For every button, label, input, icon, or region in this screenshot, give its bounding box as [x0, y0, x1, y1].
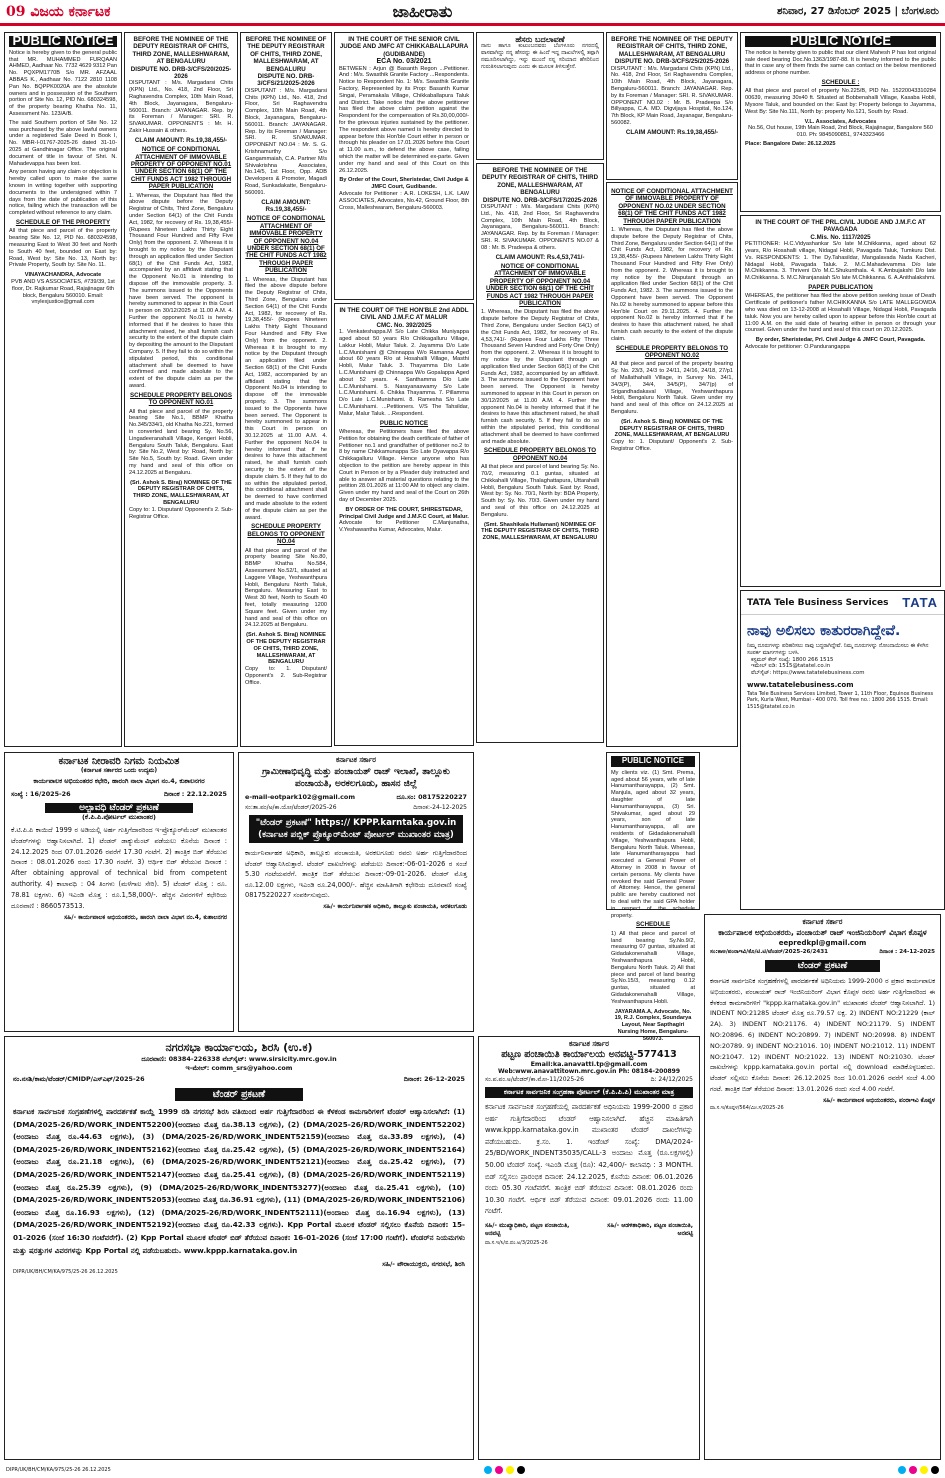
schedule-text: All that piece and parcel of land bearing Sy. No. 70/2, measuring 0.1 guntas, situated at Chikkahalli Village, Thalaghattapura, Uttarahalli Hobli, Bengaluru South Taluk. East by: Road, West by: Sy. No. 70/1, North by: BDA Property, South by: Sy. No. 70/3. Given under my hand and seal of this office on 24.12.2025 at Bengaluru. [481, 464, 599, 518]
tender-ref-row [479, 1075, 699, 1085]
tata-logo: TATA [902, 595, 938, 610]
reg-mark-black-icon [517, 1466, 525, 1474]
tender-office: ಗ್ರಾಮೀಣಾಭಿವೃದ್ಧಿ ಮತ್ತು ಪಂಚಾಯತ್ ರಾಜ್ ಇಲಾಖೆ, ತಾಲ್ಲೂಕು ಪಂಚಾಯತಿ, ಅರಕಲಗೂಡು, ಹಾಸನ ಜಿಲ್ಲೆ [262, 767, 450, 789]
notice-title: NOTICE OF CONDITIONAL ATTACHMENT OF IMMOVABLE PROPERTY OF OPPONENT NO.02 UNDER SECTION 68(1) OF THE CHIT FUNDS ACT 1982 THROUGH PAPER PUBLICATION [611, 188, 733, 225]
name-change-text: ನಾನು ಹಾಗೂ ಕುಟುಂಬದವರು ಬೆಂಗಳೂರು ನಗರದಲ್ಲಿ ವಾಸವಾಗಿದ್ದು ನನ್ನ ಹೆಸರನ್ನು ಈ ಹಿಂದೆ ಇದ್ದ ದಾಖಲೆಗಳಲ್ಲಿ ತಪ್ಪಾಗಿ ನಮೂದಿಸಲಾಗಿದ್ದು, ಇನ್ನು ಮುಂದೆ ನನ್ನ ಸರಿಯಾದ ಹೆಸರಿನಿಂದ ಗುರುತಿಸಲಾಗುವುದು ಎಂದು ಈ ಮೂಲಕ ತಿಳಿಸುತ್ತೇನೆ. [481, 43, 599, 70]
tata-business-name: TATA Tele Business Services [747, 597, 889, 608]
tata-bullet: ಕಸ್ಟಮರ್ ಕೇರ್ ಸಂಖ್ಯೆ: 1800 266 1515 [751, 656, 834, 663]
tender-band: ಕರ್ನಾಟಕ ಸಾರ್ವಜನಿಕ ಸಂಗ್ರಹಣಾ ಪೋರ್ಟಲ್ (ಕೆ.ಪಿ.ಪಿ.ಪಿ) ಮುಖಾಂತರ ಮಾತ್ರ [485, 1087, 693, 1098]
copy-to: Copy to: 1. Disputant/ Opponent's 2. Sub-Registrar Office. [611, 439, 733, 452]
tender-sign: ಸಹಿ/- ಕಾರ್ಯನಿರ್ವಾಹಕ ಅಧಿಕಾರಿ, ತಾಲ್ಲೂಕು ಪಂಚಾಯತಿ, ಅರಕಲಗೂಡು [323, 902, 467, 910]
court-title: BEFORE THE NOMINEE OF THE DEPUTY REGISTRAR OF CHITS, THIRD ZONE, MALLESHWARAM, AT BENGALURU [481, 167, 599, 197]
advocate-name: JAYARAMA.A, Advocate, No. 19, R.J. Complex, Soundarya Layout, Near Sapthagiri Nursing Home, Bengaluru-560073. [614, 1008, 692, 1042]
tender-sign: ಸಹಿ/- ಕಾರ್ಯಪಾಲಕ ಅಭಿಯಂತರರು, ಪಂರಾಇವಿ ಕೊಪ್ಪಳ [823, 1096, 935, 1104]
tender-body: ಕರ್ನಾಟಕ ಸಾರ್ವಜನಿಕ ಸಂಗ್ರಹಣೆಗಳಲ್ಲಿ ಪಾರದರ್ಶಕತೆ ಅಧಿನಿಯಮ 1999-2000 ರ ಪ್ರಕಾರ ಕಾರ್ಯಪಾಲಕ ಅಭಿಯಂತರರು, ಪಂಚಾಯತ್ ರಾಜ್ ಇಂಜಿನಿಯರಿಂಗ್ ವಿಭಾಗ ಕೊಪ್ಪಳ ರವರು ಅರ್ಹ ಗುತ್ತಿಗೆದಾರರಿಂದ ಈ ಕೆಳಕಂಡ ಕಾಮಗಾರಿಗಳಿಗೆ "kppp.karnataka.gov.in" ಮುಖಾಂತರ ಟೆಂಡರ್ ಆಹ್ವಾನಿಸಲಾಗಿದೆ. 1) INDENT NO:21285 ಟೆಂಡರ್ ಮೊತ್ತ ರೂ.79.57 ಲಕ್ಷ. 2) INDENT NO:21229 (ಕಾಲ್ 2A). 3) INDENT NO:21176. 4) INDENT NO:21179. 5) INDENT NO:20896. 6) INDENT NO:20899. 7) INDENT NO:20998. 8) INDENT NO:20789. 9) INDENT NO:21016. 10) INDENT NO:21012. 11) INDENT NO:21047. 12) INDENT NO:21022. 13) INDENT NO:21030. ಟೆಂಡರ್ ದಾಖಲೆಗಳನ್ನು kppp.karnataka.gov.in portal ನಲ್ಲಿ download ಮಾಡಿಕೊಳ್ಳಬಹುದು. ಟೆಂಡರ್ ಸಲ್ಲಿಸಲು ಕೊನೆಯ ದಿನಾಂಕ: 26.12.2025 ರಿಂದ 10.01.2026 ರವರೆಗೆ ಸಂಜೆ 4.00 ಗಂಟೆ. ತಾಂತ್ರಿಕ ಬಿಡ್ ತೆರೆಯುವ ದಿನಾಂಕ: 13.01.2026 ರಂದು ಸಂಜೆ 4.00 ಗಂಟೆಗೆ. [710, 977, 935, 1093]
signatory: (Smt. Shashikala Hullamani) NOMINEE OF THE DEPUTY REGISTRAR OF CHITS, THIRD ZONE, MALLESHWARAM, AT BENGALURU [481, 521, 599, 542]
tender-body: ಕೆ.ಟಿ.ಪಿ.ಪಿ ಕಾಯಿದೆ 1999 ರ ಅಡಿಯಲ್ಲಿ ಅರ್ಹ ಗುತ್ತಿಗೆದಾರರಿಂದ ಇ-ಪ್ರೊಕ್ಯೂರ್‌ಮೆಂಟ್ ಮುಖಾಂತರ ಟೆಂಡರ್‌ಗಳನ್ನು ಆಹ್ವಾನಿಸಲಾಗಿದೆ. 1) ಟೆಂಡರ್ ಡಾಕ್ಯುಮೆಂಟ್ ಪಡೆಯಲು ಕೊನೆಯ ದಿನಾಂಕ : 24.12.2025 ರಿಂದ 07.01.2026 ರವರೆಗೆ 17.30 ಗಂಟೆಗೆ. 2) ತಾಂತ್ರಿಕ ಬಿಡ್ ತೆರೆಯುವ ದಿನಾಂಕ : 08.01.2026 ರಂದು 17.30 ಗಂಟೆಗೆ. 3) ಆರ್ಥಿಕ ಬಿಡ್ ತೆರೆಯುವ ದಿನಾಂಕ : After obtaining approval of technical bid from competent authority. 4) ಕಾಲಾವಧಿ : 04 ತಿಂಗಳು (ಮಳೆಗಾಲ ಸೇರಿ). 5) ಟೆಂಡರ್ ಮೊತ್ತ : ರೂ. 78.81 ಲಕ್ಷಗಳು. 6) ಇಎಂಡಿ ಮೊತ್ತ : ರೂ.1,58,000/-. ಹೆಚ್ಚಿನ ವಿವರಗಳಿಗೆ ಕಛೇರಿಯ ದೂರವಾಣಿ : 8660573513. [11, 826, 227, 910]
tender-contact-row [239, 791, 473, 804]
notice-text: 1. Whereas, the Disputant has filed the above dispute before the Deputy Registrar of Chits, Third Zone, Bengaluru under Section 64(1) of the Chit Funds Act, 1982, for recovery of Rs. 19,38,455/- (Rupees Nineteen Lakhs Thirty Eight Thousand Four Hundred and Fifty Five Only) from the opponent. 2. Whereas it is brought to my notice by the Disputant through an application filed under Section 68(1) of the Chit Funds Act, 1982, accompanied by an affidavit stating that the Opponent No.01 is intending to dispose off the immovable property. 3. The summons issued to the Opponents have been served. The opponent is hereby summoned to appear in this Court in person on 30/12/2025 at 11.00 A.M. 4. Further the opponent No.01 is hereby informed that if he desires to have this attachment raised, he shall furnish cash security to the extent of the dispute claim by depositing the amount to the Disputant Company. 5. If they fail to do so within the stipulated period, this conditional attachment shall be deemed to have confirmed and made absolute to the extent of the dispute claim as per the award. [129, 192, 233, 389]
case-number: DISPUTE NO. DRB-3/CFS/20/2025-2026 [130, 65, 232, 81]
tender-sign: ಸಹಿ/- ಆಡಳಿತಾಧಿಕಾರಿ, ಪಟ್ಟಣ ಪಂಚಾಯಿತಿ, ಅನವಟ್ಟಿ [607, 1221, 693, 1237]
masthead-logo [6, 4, 126, 20]
tender-code: ವಾ.ಸ.ಇ/ಸಿ/ಪ.ಪಂ.ಅ/3/2025-26 [485, 1239, 548, 1246]
tender-email: Email:ka.anavatti.tp@gmail.com [530, 1060, 648, 1068]
reg-mark-yellow-icon [506, 1466, 514, 1474]
tata-bullet: ವೆಬ್‌ಸೈಟ್: https://www.tatatelebusiness.com [751, 670, 865, 677]
case-number: DISPUTE NO. DRB-3/CFS/21/2025-2026 [257, 73, 315, 88]
court-title: BEFORE THE NOMINEE OF THE DEPUTY REGISTRAR OF CHITS, THIRD ZONE, MALLESHWARAM, AT BENGALURU [132, 36, 230, 66]
tender-arakalagudu [238, 752, 474, 1032]
schedule-title: SCHEDULE [635, 921, 671, 929]
chit-notice-col3 [240, 32, 332, 747]
public-notice-lost-deed [740, 32, 941, 212]
signatory: (Sri. Ashok S. Biraj) NOMINEE OF THE DEPUTY REGISTRAR OF CHITS, THIRD ZONE, MALLESHWARAM, AT BENGALURU [130, 479, 232, 506]
tender-org: ಕರ್ನಾಟಕ ಸರ್ಕಾರ [802, 918, 843, 926]
tender-band-sub: (ಕೆ.ಪಿ.ಪಿ.ಪೋರ್ಟಲ್ ಮುಖಾಂತರ) [82, 813, 156, 821]
tata-body [741, 643, 944, 677]
court-title: IN THE COURT OF THE PRL.CIVIL JUDGE AND J.M.F.C AT PAVAGADA [755, 219, 926, 234]
court-title: IN THE COURT OF THE SENIOR CIVIL JUDGE AND JMFC AT CHIKKABALLAPURA (GUDIBANDE) [339, 36, 469, 58]
signatory: (Sri. Ashok S. Biraj) NOMINEE OF THE DEPUTY REGISTRAR OF CHITS, THIRD ZONE, MALLESHWARAM, AT BENGALURU [614, 418, 730, 439]
chit-notice-col6 [606, 182, 738, 747]
claim-amount: CLAIM AMOUNT: Rs.19,38,455/- [261, 198, 311, 213]
notice-paragraph: Any person having any claim or objection is hereby called upon to make the same known in writing together with supporting documents to the undersigned within 7 days from the date of publication of this notice, failing which the transaction will be completed without reference to any claim. [9, 169, 117, 217]
court-notice-pavagada [740, 215, 941, 587]
schedule-text: 1) All that piece and parcel of land bearing Sy.No.9/2, measuring 07 guntas, situated at Gidadakonenahalli Village, Yeshwanthapura Hobli, Bengaluru North Taluk. 2) All that piece and parcel of land bearing Sy.No.15/3, measuring 0.12 guntas, situated at Gidadakonenahalli Village, Yeshwanthapura Hobli. [611, 930, 695, 1005]
tender-org: ಕರ್ನಾಟಕ ಸರ್ಕಾರ [336, 756, 376, 764]
notice-title: NOTICE OF CONDITIONAL ATTACHMENT OF IMMOVABLE PROPERTY OF OPPONENT NO.04 UNDER SECTION 68(1) OF THE CHIT FUNDS ACT 1982 THROUGH PAPER PUBLICATION [486, 263, 594, 308]
tata-headline: ನಾವು ಅಲಿಸಲು ಕಾತುರರಾಗಿದ್ದೇವೆ. [747, 623, 901, 639]
section-title: ಜಾಹೀರಾತು [392, 1, 453, 21]
court-title: IN THE COURT OF THE HON'BLE 2nd ADDL CIVIL AND J.M.F.C AT MALUR [339, 307, 469, 322]
tender-sign: ಸಹಿ/- ಕಾರ್ಯಪಾಲಕ ಅಭಿಯಂತರರು, ಹಾರಂಗಿ ನಾಲಾ ವಿಭಾಗ ನಂ.4, ಕುಶಾಲನಗರ [64, 914, 227, 922]
page-date: ಶನಿವಾರ, 27 ಡಿಸೆಂಬರ್ 2025 | ಬೆಂಗಳೂರು [777, 6, 939, 17]
notice-text: WHEREAS, the petitioner has filed the above petition seeking issue of Death Certificate of petitioner's father M.CHIKKANNA S/o LATE MALLEGOWDA who was died on 13-12-2008 at Hosahalli Village, Nidagal Hobli, Pavagada taluk. Now you are hereby called upon to appear before this Hon'ble court at 11:00 A.M. on the said date of hearing either in person or through your counsel. Given under the hand and seal of this court on 20.12.2025. [745, 293, 936, 334]
case-number: CMC. No. 392/2025 [376, 321, 432, 329]
chit-notice-col2 [124, 32, 238, 747]
tender-sign: ಸಹಿ/- ಪೌರಾಯುಕ್ತರು, ನಗರಸಭೆ, ಶಿರಸಿ [382, 1260, 465, 1269]
tender-org-sub: (ಕರ್ನಾಟಕ ಸರ್ಕಾರದ ಒಂದು ಉದ್ಯಮ) [80, 767, 158, 774]
notice-paragraph: The said Southern portion of Site No. 12 was purchased by the above lawful owners under a registered Sale Deed in Book I, No. MBR-I-01767-2025-26 dated 31-10-2025 at Gandhinagar Office. The original document of title in favour of Shri. N. Mahadevappa has been lost. [9, 119, 117, 167]
notice-paragraph: Notice is hereby given to the general public that MR. MUHAMMED FURQAAN AHMED, Aadhaar No. 7732 4629 9312 Pan No. PQXPM1770B S/o MR. AFZAAL ABBAS K., Aadhaar No. 7122 2810 1108 Pan No. BQPPK0020A are the absolute owners and in possession of the Southern portion of Site No. 12, PID No. 680324598, of the property bearing Khatha No. 11, Assessment No. 123/A/B. [9, 49, 117, 117]
tender-email: e-mail-eotpark102@gmail.com [245, 793, 355, 801]
schedule-text: All that piece and parcel of the property bearing Site No. 12, PID No. 680324598, measuring East to West 30 feet and North to South 40 feet, bounded on East by: Road, West by: Site No. 13, North by: Private Property, South by: Site No. 11. [9, 228, 117, 269]
court-title: BEFORE THE NOMINEE OF THE DEPUTY REGISTRAR OF CHITS, THIRD ZONE, MALLESHWARAM, AT BENGALURU [611, 36, 733, 58]
advocate-name: V.L. Associates, Advocates [804, 118, 877, 125]
tender-contact: ದೂರವಾಣಿ: 08384-226338 ವೆಬ್‌ಸೈಟ್: www.sirsicity.mrc.gov.in [141, 1055, 337, 1063]
tender-sign: ಸಹಿ/- ಮುಖ್ಯಾಧಿಕಾರಿ, ಪಟ್ಟಣ ಪಂಚಾಯಿತಿ, ಅನವಟ್ಟಿ [485, 1221, 570, 1237]
signatory: BY ORDER OF THE COURT, SHIRESTEDAR, Principal Civil Judge and J.M.F.C Court, at Malur. [339, 506, 469, 520]
notice-text: The notice is hereby given to public that our client Mahesh P has lost original sale deed bearing Doc.No.1363/1987-88. It is hereby informed to the public that in case any of them finds the same can contact on the below mentioned address or phone number. [745, 49, 936, 77]
public-notice-gpa [606, 752, 700, 1042]
case-number: DISPUTE NO. DRB-3/CFS/17/2025-2026 [482, 196, 598, 204]
tender-sign-row [479, 1220, 699, 1240]
tender-ref-row [239, 804, 473, 812]
tender-web: Web:www.anavattitown.mrc.gov.in Ph: 08184-200899 [497, 1068, 681, 1075]
tata-bullet: ಇಮೇಲ್ ಐಡಿ: 1515@tatatel.co.in [751, 663, 831, 670]
tender-org: ಕರ್ನಾಟಕ ನೀರಾವರಿ ನಿಗಮ ನಿಯಮಿತ [58, 756, 180, 767]
reg-mark-magenta-icon [909, 1466, 917, 1474]
tender-anavatti [478, 1036, 700, 1460]
paper-name: ವಿಜಯ ಕರ್ನಾಟಕ [30, 3, 111, 20]
court-notice-gudibande [334, 32, 474, 300]
tender-date: ದಿನಾಂಕ : 24-12-2025 [879, 949, 935, 955]
tender-ref: ಸಂ:ತಾ.ಪಂ/ಅ/ಕಾ.ಯೋ/ಟೆಂಡರ್/2025-26 [245, 804, 337, 811]
advocate: Advocate for petitioner: O.Pandurangappa [745, 343, 850, 350]
tender-body: ಕರ್ನಾಟಕ ಸಾರ್ವಜನಿಕ ಸಂಗ್ರಹಣೆಗಳಲ್ಲಿ ಪಾರದರ್ಶಕತೆ ಕಾಯ್ದೆ 1999 ರಡಿ ನಗರಸಭೆ ಶಿರಸಿ ವತಿಯಿಂದ ಅರ್ಹ ಗುತ್ತಿಗೆದಾರರಿಂದ ಈ ಕೆಳಕಂಡ ಕಾಮಗಾರಿಗಳಿಗೆ ಟೆಂಡರ್ ಆಹ್ವಾನಿಸಲಾಗಿದೆ: (1) (DMA/2025-26/RD/WORK_INDENT52200)(ಅಂದಾಜು ಮೊತ್ತ ರೂ.38.13 ಲಕ್ಷಗಳು), (2) (DMA/2025-26/RD/WORK_INDENT52202)(ಅಂದಾಜು ಮೊತ್ತ ರೂ.44.63 ಲಕ್ಷಗಳು), (3) (DMA/2025-26/RD/WORK_INDENT52159)(ಅಂದಾಜು ಮೊತ್ತ ರೂ.33.89 ಲಕ್ಷಗಳು), (4) (DMA/2025-26/RD/WORK_INDENT52162)(ಅಂದಾಜು ಮೊತ್ತ ರೂ.25.42 ಲಕ್ಷಗಳು), (5) (DMA/2025-26/RD/WORK_INDENT52164)(ಅಂದಾಜು ಮೊತ್ತ ರೂ.21.18 ಲಕ್ಷಗಳು), (6) (DMA/2025-26/RD/WORK_INDENT52121)(ಅಂದಾಜು ಮೊತ್ತ ರೂ.25.42 ಲಕ್ಷಗಳು), (7) (DMA/2025-26/RD/WORK_INDENT52147)(ಅಂದಾಜು ಮೊತ್ತ ರೂ.25.41 ಲಕ್ಷಗಳು), (8) (DMA/2025-26/RD/WORK_INDENT52119)(ಅಂದಾಜು ಮೊತ್ತ ರೂ.25.39 ಲಕ್ಷಗಳು), (9) (DMA/2025-26/RD/WORK_INDENT53277)(ಅಂದಾಜು ಮೊತ್ತ ರೂ.25.41 ಲಕ್ಷಗಳು), (10) (DMA/2025-26/RD/WORK_INDENT52053)(ಅಂದಾಜು ಮೊತ್ತ ರೂ.36.91 ಲಕ್ಷಗಳು), (11) (DMA/2025-26/RD/WORK_INDENT52106)(ಅಂದಾಜು ಮೊತ್ತ ರೂ.16.93 ಲಕ್ಷಗಳು), (12) (DMA/2025-26/RD/WORK_INDENT52111)(ಅಂದಾಜು ಮೊತ್ತ ರೂ.16.94 ಲಕ್ಷಗಳು), (13) (DMA/2025-26/RD/WORK_INDENT52192)(ಅಂದಾಜು ಮೊತ್ತ ರೂ.42.33 ಲಕ್ಷಗಳು). Kpp Portal ಮೂಲಕ ಟೆಂಡರ್ ಸಲ್ಲಿಸಲು ಕೊನೆಯ ದಿನಾಂಕ: 15-01-2026 (ಸಂಜೆ 16:30 ಗಂಟೆವರೆಗೆ). (2) Kpp Portal ಮೂಲಕ ಟೆಂಡರ್ ಬಿಡ್ ತೆರೆಯುವ ದಿನಾಂಕ: 16-01-2026 (ಸಂಜೆ 17:00 ಗಂಟೆಗೆ). ಟೆಂಡರ್‌ನ ನಿಯಮಗಳು ಮತ್ತು ಷರತ್ತುಗಳ ವಿವರಗಳನ್ನು Kpp Portal ನಲ್ಲಿ ಪಡೆಯಬಹುದು. www.kppp.karnataka.gov.in [13, 1107, 465, 1255]
parties: DISPUTANT : M/s. Margadarsi Chits (KPN) Ltd., No. 418, 2nd Floor, Sri Raghavendra Complex, 10th Main Road, 4th Block, Jayanagara, Bengaluru-560011. Branch: JAYANAGAR. Rep. by its Foreman / Manager: SRI. R. SIVAKUMAR. OPPONENT NO.04 : Mr. S. G. Krishnamurthy S/o Gangammaiah, C.A. Partner M/s Shivakrishna Associates, No.14/5, 1st Floor, Opp. ADB Developers & Promoter, Magadi Road, Sunkadakatte, Bengaluru-560091. [245, 87, 327, 196]
notice-text: 1. Whereas, the Disputant has filed the above dispute before the Deputy Registrar of Chits, Third Zone, Bengaluru under Section 64(1) of the Chit Funds Act, 1982, for recovery of Rs. 19,38,455/- (Rupees Nineteen Lakhs Thirty Eight Thousand Four Hundred and Fifty Five Only) from the opponent. 2. Whereas it is brought to my notice by the Disputant through an application filed under Section 68(1) of the Chit Funds Act, 1982. 3. The summons issued to the Opponent have been served. The Opponent No.02 is hereby summoned to appear before this Hon'ble Court on 29.11.2025. 4. Further the opponent No.02 is hereby informed that if he desires to have this attachment raised, he shall furnish cash security to the extent of the dispute claim. [611, 227, 733, 342]
public-notice-header: PUBLIC NOTICE [611, 756, 695, 767]
case-number: C.Mis. No. 1117/2025 [810, 233, 871, 241]
parties: PETITIONER: H.C.Vidyashankar S/o late M.Chikkanna, aged about 62 years, R/o Hosahalli village, Nidagal Hobli, Pavagada Taluk, Tumkuru Dist. Vs. RESPONDENTS: 1. The Dy.Tahasildar, Mangalavada Nada Kacheri, Nidagal Hobli, Pavagada Taluk. 2. M.C.Mahadevamma D/o late M.Chikkanna. 3. Thriveni D/o M.C.Shukunthala. 4. K.Ambujakshi D/o late M.Chikkanna. 5. M.C.Niranjanaiah S/o late M.Chikkanna. 6. A.Anithalakshmi. [745, 241, 936, 282]
tender-knnl [4, 752, 234, 1032]
tender-band: "ಟೆಂಡರ್ ಪ್ರಕಟಣೆ" https:// KPPP.karntaka.gov.in (ಕರ್ನಾಟಕ ಪಬ್ಲಿಕ್ ಪ್ರೊಕ್ಯೂರ್‌ಮೆಂಟ್ ಪೋರ್ಟಲ್ ಮುಖಾಂತರ ಮಾತ್ರ) [249, 815, 463, 843]
notices-col7 [740, 32, 941, 587]
tender-ref: ನಂ.ನಸಶಿ/ಕಾಮ/ಟೆಂಡರ್/CMIDP/ಎಸ್‌ಎಫ್/2025-26 [13, 1075, 145, 1083]
reg-mark-magenta-icon [495, 1466, 503, 1474]
tender-koppal [704, 914, 941, 1460]
tender-phone: ದೂ.ಸಂ: 08175220227 [396, 793, 467, 801]
tender-org: ನಗರಸಭಾ ಕಾರ್ಯಾಲಯ, ಶಿರಸಿ (ಉ.ಕ) [165, 1041, 313, 1054]
schedule-title: SCHEDULE PROPERTY BELONGS TO OPPONENT NO.04 [247, 523, 325, 546]
schedule-text: All that piece and parcel of the property bearing Site No.1, BBMP Khatha No.345/334/1, old Khatha No.221, formed in converted land bearing Sy. No.56, Lingadeeranahalli Village, Kengeri Hobli, Bengaluru South Taluk, Bengaluru. East by: Site No.2, West by: Road, North by: Site No.5, South by: Road. Given under my hand and seal of this office on 24.12.2025 at Bengaluru. [129, 408, 233, 476]
tender-ref-row [5, 1073, 473, 1086]
case-number: ECA No. 03/2021 [376, 58, 432, 66]
tata-ad-header [741, 591, 944, 615]
tender-org: ಕರ್ನಾಟಕ ಸರ್ಕಾರ [569, 1040, 609, 1048]
tender-band: ಟೆಂಡರ್ ಪ್ರಕಟಣೆ [175, 1088, 303, 1101]
claim-amount: CLAIM AMOUNT: Rs.4,53,741/- [495, 253, 585, 261]
public-notice-header: PUBLIC NOTICE [745, 36, 936, 47]
reg-mark-yellow-icon [920, 1466, 928, 1474]
schedule-text: All that piece and parcel of the property bearing Site No.80, BBMP Khatha No.584, Assessment No.52/1, situated at Laggere Village, Yeshwanthpura Hobli, Bengaluru North Taluk, Bengaluru. Measuring East to West 30 feet, North to South 40 feet, totally measuring 1200 Square feet. Given under my hand and seal of this office on 24.12.2025 at Bengaluru. [245, 547, 327, 629]
tender-code: ವಾ.ಸ.ಇ/ಕೊಪ್ಪಳ/564/ಮೀ.ಸ/2025-26 [710, 1104, 784, 1111]
tender-office: ಕಾರ್ಯಪಾಲಕ ಅಭಿಯಂತರರು, ಪಂಚಾಯತ್ ರಾಜ್ ಇಂಜಿನಿಯರಿಂಗ್ ವಿಭಾಗ ಕೊಪ್ಪಳ [718, 928, 927, 937]
schedule-title: SCHEDULE PROPERTY BELONGS TO OPPONENT NO.02 [615, 344, 729, 359]
advocate: Advocate for Petitioner C.Manjunatha, V.Yeshawantha Kumar, Advocates, Malur. [339, 520, 469, 534]
notice-text: My clients viz. (1) Smt. Prema, aged about 56 years, wife of late Hanumantharayappa, (2) Smt. Manjula, aged about 32 years, daughter of late Hanumantharayappa, (3) Sri. Shivakumar, aged about 29 years, son of late Hanumantharayappa, all are residents of Gidadakonenahalli Village, Yeshwanthapura Hobli, Bengaluru North Taluk. Whereas, late Hanumantharayappa had executed a General Power of Attorney in 2008 in favour of certain persons. My clients have revoked the said General Power of Attorney. Hence, the general public are hereby cautioned not to deal with the said GPA holder in respect of the schedule property. [611, 769, 695, 919]
parties: DISPUTANT : M/s. Margadarsi Chits (KPN) Ltd., No. 418, 2nd Floor, Sri Raghavendra Complex, 10th Main Road, 4th Block, Jayanagara, Bengaluru-560011. Branch: JAYANAGAR. Rep. by its Foreman / Manager: SRI. R. SIVAKUMAR. OPPONENTS : Mr. H. Zakir Hussain & others. [129, 80, 233, 135]
schedule-title: SCHEDULE PROPERTY BELONGS TO OPPONENT NO.04 [483, 447, 597, 462]
tata-tele-ad [740, 590, 945, 910]
tender-ref: ಸಂಖ್ಯೆ : 16/2025-26 [11, 790, 71, 798]
tender-date: ದಿನಾಂಕ : 22.12.2025 [163, 790, 227, 798]
claim-amount: CLAIM AMOUNT: Rs.19,38,455/- [625, 128, 719, 136]
notice-text: 1. Whereas, the Disputant has filed the above dispute before the Deputy Registrar of Chits, Third Zone, Bengaluru under Section 64(1) of the Chit Funds Act, 1982, for recovery of Rs. 19,38,455/- (Rupees Nineteen Lakhs Thirty Eight Thousand Four Hundred and Fifty Five Only) from the opponent. 2. Whereas it is brought to my notice by the Disputant through an application filed under Section 68(1) of the Chit Funds Act, 1982, accompanied by an affidavit stating that the Opponent No.04 is intending to dispose off the immovable property. 3. The summons issued to the Opponents have been served. The Opponent is hereby summoned to appear in this Court in person on 30.12.2025 at 11.00 A.M. 4. Further the opponent No.04 is hereby informed that if he desires to have this attachment raised, he shall furnish cash security to the extent of the dispute claim. 5. If they fail to do so within the stipulated period, this conditional attachment shall be deemed to have confirmed and made absolute to the extent of the dispute claim as per the award. [245, 276, 327, 521]
tender-date: ದಿನಾಂಕ:-24-12-2025 [413, 804, 467, 811]
chit-notice-col6-top [606, 32, 738, 180]
tender-ref: ಸಂ:ಕಾಅ/ಪಂರಾಇವಿ/ಕೊ/ಟಿ.ಟಿ/ಟೆಂಡರ್/2025-26/2431 [710, 949, 829, 955]
advocate-address: PVB AND VS ASSOCIATES, #739/39, 1st floor, Dr. Rajkumar Road, Rajajinagar 6th block, Bengaluru 560010. Email: vnylexjustice@gmail.com [11, 278, 115, 306]
notice-text: 1. Whereas, the Disputant has filed the above dispute before the Deputy Registrar of Chits, Third Zone, Bengaluru under Section 64(1) of the Chit Funds Act, 1982, for recovery of Rs. 4,53,741/- (Rupees Four Lakhs Fifty Three Thousand Seven Hundred and Forty One Only) from the opponent. 2. Whereas it is brought to my notice by the Disputant through an application filed under Section 68(1) of the Chit Funds Act, 1982, accompanied by an affidavit. 3. The summons issued to the Opponent have been served. The Opponent is hereby summoned to appear in this Court in person on 30/12/2025 at 11.00 A.M. 4. Further the opponent No.04 is hereby informed that if he desires to have this attachment raised, he shall furnish cash security. 5. If they fail to do so within the stipulated period, this conditional attachment shall be deemed to have confirmed and made absolute. [481, 309, 599, 445]
tender-ref-row [705, 947, 940, 958]
tender-body: ಕಾರ್ಯನಿರ್ವಾಹಕ ಅಧಿಕಾರಿ, ತಾಲ್ಲೂಕು ಪಂಚಾಯತಿ, ಅರಕಲಗೂಡು ರವರು ಅರ್ಹ ಗುತ್ತಿಗೆದಾರರಿಂದ ಟೆಂಡರ್ ಆಹ್ವಾನಿಸಿರುತ್ತಾರೆ. ಟೆಂಡರ್ ದಾಖಲೆಗಳನ್ನು ಪಡೆಯಲು ದಿನಾಂಕ:-06-01-2026 ರ ಸಂಜೆ 5.30 ಗಂಟೆಯವರೆಗೆ. ತಾಂತ್ರಿಕ ಬಿಡ್ ತೆರೆಯುವ ದಿನಾಂಕ:-09-01-2026. ಟೆಂಡರ್ ಮೊತ್ತ ರೂ.12.00 ಲಕ್ಷಗಳು, ಇಎಂಡಿ ರೂ.24,000/-. ಹೆಚ್ಚಿನ ಮಾಹಿತಿಗಾಗಿ ಕಛೇರಿಯ ದೂರವಾಣಿ ಸಂಖ್ಯೆ 08175220227 ಸಂಪರ್ಕಿಸುವುದು. [245, 849, 467, 900]
name-change-title: ಹೆಸರು ಬದಲಾವಣೆ [515, 35, 565, 44]
notice-title: NOTICE OF CONDITIONAL ATTACHMENT OF IMMOVABLE PROPERTY OF OPPONENT NO.04 UNDER SECTION 68(1) OF THE CHIT FUNDS ACT 1982 THROUGH PAPER PUBLICATION [245, 215, 327, 275]
registration-marks [484, 1466, 525, 1474]
tender-email: eepredkpl@gmail.com [778, 939, 867, 947]
signatory: (Sri. Ashok S. Biraj) NOMINEE OF THE DEPUTY REGISTRAR OF CHITS, THIRD ZONE, MALLESHWARAM, AT BENGALURU [246, 632, 326, 666]
reg-mark-black-icon [931, 1466, 939, 1474]
schedule-title: SCHEDULE : [821, 78, 860, 86]
notice-title: PUBLIC NOTICE [379, 419, 429, 427]
advocate-address: No.56, Out house, 19th Main Road, 2nd Block, Rajajinagar, Bangalore 560 010. Ph: 9845090851, 9743323466 [748, 125, 933, 139]
notice-title: NOTICE OF CONDITIONAL ATTACHMENT OF IMMOVABLE PROPERTY OF OPPONENT NO.01 UNDER SECTION 68(1) OF THE CHIT FUNDS ACT 1982 THROUGH PAPER PUBLICATION [130, 146, 232, 191]
court-notices-col4 [334, 32, 474, 747]
footer-code: DIPR/UK/BH/CM/KA/975/25-26 26.12.2025 [6, 1467, 111, 1473]
advocate: Advocate for Petitioner : A.R. LOKESH, L.K. LAW ASSOCIATES, Advocates, No.42, Ground Floor, 8th Cross, Malleshwaram, Bengaluru-560003. [339, 190, 469, 211]
page-number: 09 [6, 3, 26, 20]
tata-website[interactable]: www.tatatelebusiness.com [747, 680, 854, 689]
page-footer [0, 1462, 945, 1478]
court-title: BEFORE THE NOMINEE OF THE DEPUTY REGISTRAR OF CHITS, THIRD ZONE, MALLESHWARAM, AT BENGALURU [245, 36, 327, 73]
schedule-title: SCHEDULE OF THE PROPERTY [15, 218, 111, 226]
parties: DISPUTANT : M/s. Margadarsi Chits (KPN) Ltd., No. 418, 2nd Floor, Sri Raghavendra Complex, 10th Main Road, 4th Block, Jayanagara, Bengaluru-560011. Branch: JAYANAGAR. Rep. by its Foreman / Manager: SRI. R. SIVAKUMAR. OPPONENTS NO.07 & 08 : Mr. B. Pradeepa & others. [481, 204, 599, 251]
registration-marks-right [898, 1466, 939, 1474]
tender-sirsi [4, 1036, 474, 1460]
tender-code: DIPR/UK/BH/CM/KA/975/25-26 26.12.2025 [13, 1269, 118, 1276]
parties: 1. Venkateshappa.M S/o Late Chikka Muniyappa aged about 50 years R/o Chikkagalluru Village, Lakkur Hobli, Malur Taluk. 2. Jayamma D/o Late L.C.Munishami @ Chinnappa W/o Ramanna Aged about 60 years R/o at Hosahalli Village, Masthi Hobli, Malur Taluk. 3. Thayamma D/o Late L.C.Munishami @ Chinnappa W/o Gopalappa Aged about 52 years. 4. Santhamma D/o Late L.C.Munishami. 5. Narayanaswamy S/o Late L.C.Munishami. 6. Chikka Thayamma. 7. Pillamma D/o Late L.C.Munishami. 8. Ramesha S/o Late L.C.Munishami. ...Petitioners. V/S The Tahsildar, Malur, Malur Taluk. ...Respondent. [339, 329, 469, 417]
tender-body: ಕರ್ನಾಟಕ ಸಾರ್ವಜನಿಕ ಸಂಗ್ರಹಣೆಯಲ್ಲಿ ಪಾರದರ್ಶಕತೆ ಅಧಿನಿಯಮ 1999-2000 ರ ಪ್ರಕಾರ ಅರ್ಹ ಗುತ್ತಿಗೆದಾರರಿಂದ ಟೆಂಡರ್ ಆಹ್ವಾನಿಸಲಾಗಿದೆ. ಹೆಚ್ಚಿನ ಮಾಹಿತಿಗಾಗಿ www.kppp.karnataka.gov.in ಮುಖಾಂತರ ಟೆಂಡರ್ ದಾಖಲೆಗಳನ್ನು ಪಡೆಯಬಹುದು. ಕ್ರ.ಸಂ. 1. ಇಂಡೆಂಟ್ ಸಂಖ್ಯೆ: DMA/2024-25/BD/WORK_INDENT35035/CALL-3 ಅಂದಾಜು ಮೊತ್ತ (ರೂ.ಲಕ್ಷಗಳಲ್ಲಿ) 50.00 ಟೆಂಡರ್ ಸಂಖ್ಯೆ. ಇಎಂಡಿ ಮೊತ್ತ (ರೂ): 42,400/- ಕಾಲಾವಧಿ : 3 MONTH. ಬಿಡ್ ಸಲ್ಲಿಸಲು ಪ್ರಾರಂಭಿಕ ದಿನಾಂಕ: 24.12.2025, ಕೊನೆಯ ದಿನಾಂಕ: 06.01.2026 ರಂದು 05.30 ಗಂಟೆವರೆಗೆ. ತಾಂತ್ರಿಕ ಬಿಡ್ ತೆರೆಯುವ ದಿನಾಂಕ: 08.01.2026 ರಂದು 10.30 ಗಂಟೆಗೆ. ಆರ್ಥಿಕ ಬಿಡ್ ತೆರೆಯುವ ದಿನಾಂಕ: 09.01.2026 ರಂದು 11.00 ಗಂಟೆಗೆ. [485, 1103, 693, 1216]
chit-notice-col5 [476, 163, 604, 743]
signatory: By order, Sheristedar, Prl. Civil Judge & JMFC Court, Pavagada. [755, 337, 926, 344]
court-notice-malur [334, 303, 474, 746]
reg-mark-cyan-icon [484, 1466, 492, 1474]
tender-date: ದಿ: 24/12/2025 [650, 1076, 693, 1083]
masthead [0, 0, 945, 26]
schedule-text: All that piece and parcel of the property bearing Sy. No. 23/3, 24/3 to 24/11, 24/16, 24/18, 27/p1 of Mallathahalli Village, in Survey No. 34/1, 34/3(P), 34/4, 34/5(P), 34/7(p) of Srigandhadakaval Village, Yeshwanthapura Hobli, Bengaluru North Taluk. Given under my hand and seal of this office on 24.12.2025 at Bengaluru. [611, 361, 733, 415]
signatory: By Order of the Court, Sheristedar, Civil Judge & JMFC Court, Gudibande. [339, 177, 469, 191]
tender-ref-row [5, 788, 233, 801]
place-date: Place: Bangalore Date: 26.12.2025 [745, 140, 836, 147]
notice-text: BETWEEN : Arjun @ Basanth Regon ...Petitioner. And : M/s. Swasthik Granite Factory ...Respondents. Notice to Respondent No. 1: M/s. Swasthik Granite Factory, Represented by its Prop: Basanth Kumar Singai, Peramakala Village, Chikkaballapura Taluk and District. Take notice that the above petitioner has filed the above claim petition against the Respondent for the compensation of Rs.30,00,000/- for the grievous injuries sustained by the petitioner. The respondent above named is hereby directed to appear before this Hon'ble Court either in person or through his pleader on 17.01.2026 before this Court at 11.00 a.m., to defend the above case, failing which the matter will be determined ex-parte. Given under my hand and seal of this Court on this 26.12.2025. [339, 65, 469, 174]
tender-band: ಟೆಂಡರ್ ಪ್ರಕಟಣೆ [765, 960, 880, 972]
advocate-name: VINAYACHANDRA, Advocate [24, 272, 102, 279]
public-notice-header: PUBLIC NOTICE [9, 36, 117, 47]
tata-address: Tata Tele Business Services Limited, Tower 1, 11th Floor, Equinox Business Park, Kurla West, Mumbai - 400 070. Toll free no.: 1800 266 1515. Email: 1515@tatatel.co.in [747, 690, 934, 710]
name-change-notice [476, 32, 604, 160]
tender-band: ಅಲ್ಪಾವಧಿ ಟೆಂಡರ್ ಪ್ರಕಟಣೆ [45, 803, 193, 813]
notice-text: Whereas, the Petitioners have filed the above Petition for obtaining the death certificate of father of Petitioner no.1 and grandfather of petitioner no.2 to 8 by name Chikkamunappa S/o Late Dyavappa R/o Chikkagalluru Village. Hence anyone who has objection to the petition are hereby appear in this Court in Person or by a Pleader duly instructed and able to answer all material questions relating to the petition 28.01.2026 at 11:00 AM to object any claim. Given under my hand and seal of the Court on 26th day of December 2025. [339, 428, 469, 503]
tender-email: ಇ-ಮೇಲ್: comm_srs@yahoo.com [185, 1064, 293, 1072]
schedule-title: SCHEDULE PROPERTY BELONGS TO OPPONENT NO.01 [130, 391, 232, 407]
claim-amount: CLAIM AMOUNT: Rs.19,38,455/- [134, 136, 228, 144]
tender-office: ಪಟ್ಟಣ ಪಂಚಾಯಿತಿ ಕಾರ್ಯಾಲಯ ಅನವಟ್ಟಿ-577413 [501, 1049, 677, 1060]
tender-date: ದಿನಾಂಕ: 26-12-2025 [403, 1075, 465, 1083]
tender-office: ಕಾರ್ಯಪಾಲಕ ಅಭಿಯಂತರರ ಕಛೇರಿ, ಹಾರಂಗಿ ನಾಲಾ ವಿಭಾಗ ನಂ.4, ಕುಶಾಲನಗರ [33, 777, 205, 785]
case-number: DISPUTE NO. DRB-3/CFS/25/2025-2026 [614, 58, 730, 66]
tender-ref: ಸಂ.ಪ.ಪಂ.ಅ/ಟೆಂಡರ್/ಕಾ.ಮೋ-11/2025-26 [485, 1076, 584, 1083]
parties: DISPUTANT : M/s. Margadarsi Chits (KPN) Ltd., No. 418, 2nd Floor, Sri Raghavendra Complex, 10th Main Road, 4th Block, Jayanagara, Bengaluru-560011. Branch: JAYANAGAR. Rep. by its Foreman / Manager: SRI. R. SIVAKUMAR. OPPONENT NO.02 : Mr. B. Pradeepa S/o Billyappa, C.A. MD. Digvijaya Hospital, No.124, 7th Block, KP Main Road, Jayanagar, Bengaluru-560082. [611, 65, 733, 126]
notice-title: PAPER PUBLICATION [808, 284, 873, 291]
notices-col5 [476, 32, 604, 747]
copy-to: Copy to: 1. Disputant/ Opponent's 2. Sub-Registrar Office. [129, 506, 233, 520]
reg-mark-cyan-icon [898, 1466, 906, 1474]
copy-to: Copy to: 1. Disputant/ Opponent's 2. Sub-Registrar Office. [245, 666, 327, 686]
tata-body-text: ನಿಮ್ಮ ದೂರುಗಳನ್ನು ಪರಿಹರಿಸಲು ನಾವು ಬದ್ಧರಾಗಿದ್ದೇವೆ. ನಿಮ್ಮ ದೂರುಗಳನ್ನು ನೋಂದಾಯಿಸಲು ಈ ಕೆಳಗಿನ ಸಂಪರ್ಕ ಮಾರ್ಗಗಳನ್ನು ಬಳಸಿ. [747, 643, 929, 656]
public-notice-1 [4, 32, 122, 747]
schedule-text: All that piece and parcel of property No.225/B, PID No. 15220043310284 00639, measuring 30x40 ft. Situated at Bobbenahalli Village, Kasaba Hobli, Mysore Taluk, and bounded on the: East by: Property belongs to Jayamma, West By: Site No.111, North by: property No.121, South by: Road. [745, 88, 936, 115]
